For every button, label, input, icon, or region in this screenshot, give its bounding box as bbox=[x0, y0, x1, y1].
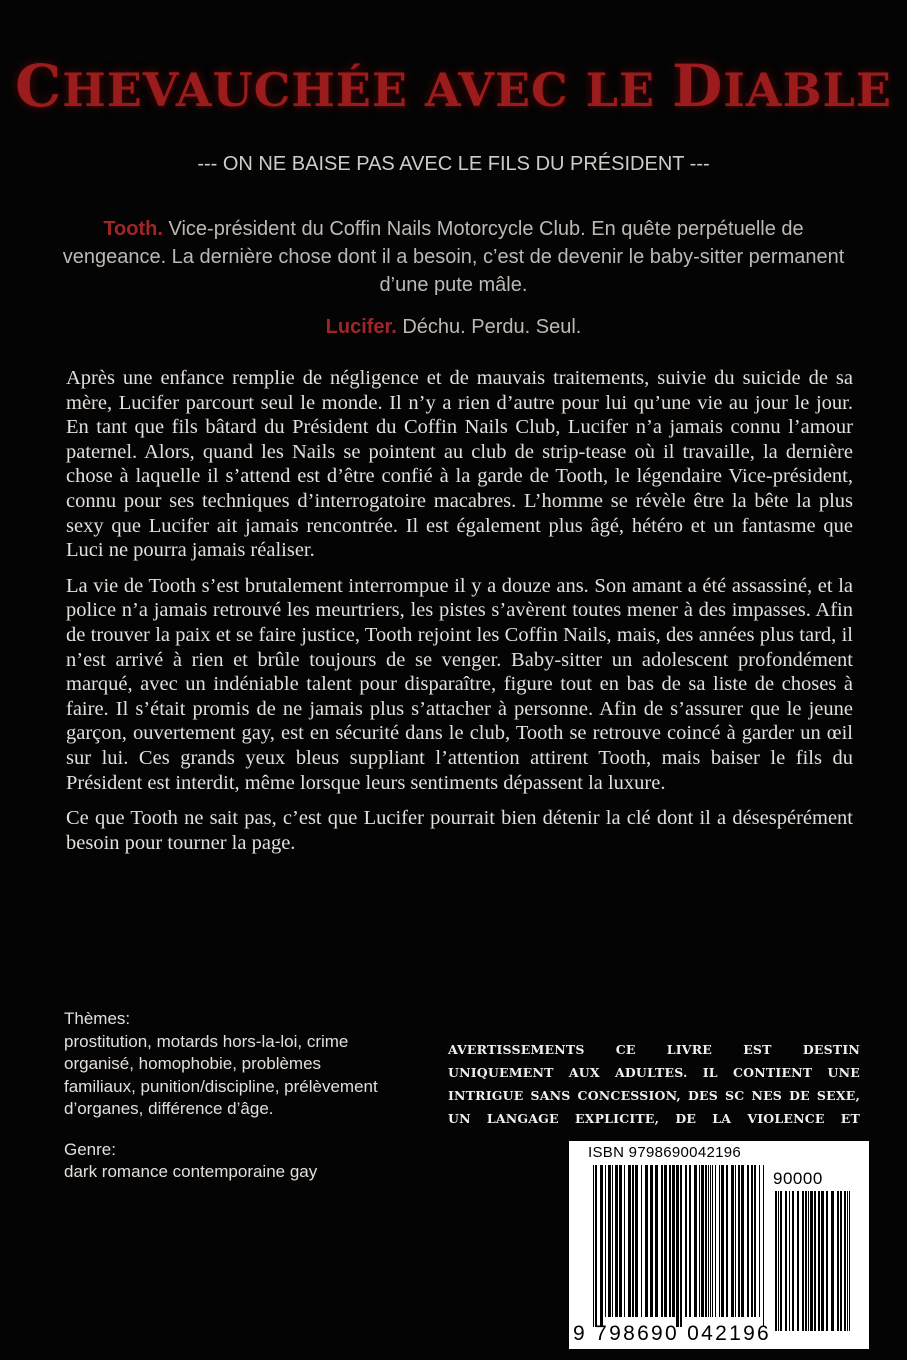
price-code: 90000 bbox=[773, 1169, 823, 1188]
barcode-bar bbox=[635, 1165, 638, 1317]
barcode-bar bbox=[821, 1191, 824, 1331]
genre-paragraph bbox=[64, 1139, 394, 1184]
barcode-bar bbox=[847, 1191, 848, 1331]
barcode-bar bbox=[721, 1165, 724, 1317]
genre-label: Genre: bbox=[64, 1139, 116, 1159]
barcode-bar bbox=[619, 1165, 622, 1317]
synopsis-paragraph-3: Ce que Tooth ne sait pas, c’est que Lucifer pourrait bien détenir la clé dont il a désespérément besoin pour tourner la page. bbox=[66, 807, 853, 854]
synopsis-paragraph-2: La vie de Tooth s’est brutalement interrompue il y a douze ans. Son amant a été assassiné, et la police n’a jamais retrouvé les meurtriers, les pistes s’avèrent toutes mener à des impasses. Afin de trouver la paix et se faire justice, Tooth rejoint les Coffin Nails, mais, des années plus tard, il n’est arrivé à rien et brûle toujours de se venger. Baby-sitter un adolescent profondément marqué, avec un indéniable talent pour disparaître, figure tout en bas de sa liste de choses à faire. Il s’était promis de ne jamais plus s’attacher à personne. Afin de s’assurer que le jeune garçon, ouvertement gay, est en sécurité dans le club, Tooth se retrouve coincé à garder un œil sur lui. Ces grands yeux bleus suppliant l’attention attirent Tooth, mais baiser le fils du Président est interdit, même lorsque leurs sentiments dépassent la luxure. bbox=[66, 574, 853, 794]
tooth-name: Tooth. bbox=[103, 218, 163, 240]
synopsis bbox=[66, 366, 853, 866]
tooth-text: Vice-président du Coffin Nails Motorcycle Club. En quête perpétuelle de vengeance. La dernière chose dont il a besoin, c’est de devenir le baby-sitter permanent d’une pute mâle. bbox=[62, 218, 845, 296]
barcode-bar bbox=[814, 1191, 816, 1331]
barcode-bar bbox=[775, 1191, 777, 1331]
barcode-bar bbox=[661, 1165, 663, 1317]
barcode-bar bbox=[751, 1165, 753, 1317]
barcode-bar bbox=[672, 1165, 675, 1317]
barcode-bar bbox=[593, 1165, 594, 1327]
barcode-digit-first: 9 bbox=[573, 1322, 587, 1345]
barcode-bar bbox=[759, 1165, 760, 1317]
lucifer-text: Déchu. Perdu. Seul. bbox=[396, 316, 582, 338]
themes-text: prostitution, motards hors-la-loi, crime organisé, homophobie, problèmes familiaux, punition/discipline, prélèvement d’organes, différence d’âge. bbox=[64, 1031, 378, 1118]
title-cap-2: D bbox=[672, 52, 724, 120]
barcode-bar bbox=[595, 1165, 597, 1327]
barcode-bar bbox=[741, 1165, 744, 1317]
barcode-bar bbox=[641, 1165, 642, 1317]
barcode-bar bbox=[738, 1165, 740, 1317]
barcode-bar bbox=[789, 1191, 790, 1331]
barcode-bar bbox=[694, 1165, 697, 1317]
isbn-barcode bbox=[568, 1140, 870, 1350]
barcode-bar bbox=[650, 1165, 653, 1317]
barcode-digits-group-2: 042196 bbox=[687, 1322, 772, 1345]
barcode-bar bbox=[701, 1165, 704, 1317]
barcode-bar bbox=[708, 1165, 709, 1317]
barcode-bar bbox=[797, 1191, 799, 1331]
barcode-bar bbox=[731, 1165, 734, 1317]
barcode-bar bbox=[735, 1165, 736, 1317]
barcode-bar bbox=[747, 1165, 749, 1317]
barcode-bar bbox=[831, 1191, 834, 1331]
barcode-bar bbox=[605, 1165, 606, 1317]
intro-block bbox=[60, 215, 847, 355]
barcode-bar bbox=[699, 1165, 700, 1317]
title-cap-1: C bbox=[15, 52, 63, 120]
barcode-bar bbox=[849, 1191, 850, 1331]
barcode-bar bbox=[715, 1165, 716, 1317]
title-text-2: IABLE bbox=[723, 63, 892, 117]
barcode-bar bbox=[763, 1165, 764, 1327]
barcode-bar bbox=[632, 1165, 634, 1317]
themes-paragraph bbox=[64, 1008, 394, 1121]
themes-block bbox=[64, 1008, 394, 1202]
barcode-bar bbox=[710, 1165, 711, 1317]
barcode-bar bbox=[726, 1165, 728, 1317]
barcode-bar bbox=[615, 1165, 618, 1317]
barcode-bar bbox=[810, 1191, 813, 1331]
barcode-bar bbox=[689, 1165, 691, 1317]
synopsis-paragraph-1: Après une enfance remplie de négligence et de mauvais traitements, suivie du suicide de sa mère, Lucifer parcourt seul le monde. Il n’y a rien d’autre pour lui qu’une vie au jour le jour. En tant que fils bâtard du Président du Coffin Nails Club, Lucifer n’a jamais connu l’amour paternel. Alors, quand les Nails se pointent au club de strip-tease où il travaille, la dernière chose à laquelle il s’attend est d’être confié à la garde de Tooth, le légendaire Vice-président, connu pour ses techniques d’interrogatoire macabres. L’homme se révèle être la bête la plus sexy que Lucifer ait jamais rencontrée. Il est également plus âgé, hétéro et un fantasme que Luci ne pourra jamais réaliser. bbox=[66, 367, 853, 562]
barcode-bar bbox=[840, 1191, 842, 1331]
barcode-bar bbox=[778, 1191, 779, 1331]
intro-tooth bbox=[60, 215, 847, 299]
barcode-bar bbox=[837, 1191, 839, 1331]
barcode-bar bbox=[664, 1165, 667, 1317]
barcode-digits bbox=[573, 1322, 772, 1346]
barcode-bar bbox=[754, 1165, 756, 1317]
barcode-bar bbox=[818, 1191, 820, 1331]
barcode-bar bbox=[712, 1165, 713, 1317]
barcode-bars bbox=[569, 1141, 871, 1351]
tagline: --- ON NE BAISE PAS AVEC LE FILS DU PRÉSIDENT --- bbox=[197, 153, 710, 175]
barcode-bar bbox=[612, 1165, 613, 1317]
barcode-bar bbox=[792, 1191, 794, 1331]
barcode-bar bbox=[676, 1165, 679, 1327]
barcode-bar bbox=[844, 1191, 846, 1331]
themes-label: Thèmes: bbox=[64, 1009, 131, 1028]
genre-text: dark romance contemporaine gay bbox=[64, 1162, 318, 1181]
barcode-bar bbox=[680, 1165, 682, 1327]
isbn-label: ISBN 9798690042196 bbox=[588, 1144, 742, 1161]
title-text-1: HEVAUCHÉE AVEC LE bbox=[62, 63, 673, 117]
barcode-bar bbox=[645, 1165, 648, 1317]
barcode-bar bbox=[655, 1165, 658, 1317]
intro-lucifer bbox=[60, 313, 847, 341]
barcode-bar bbox=[624, 1165, 625, 1317]
barcode-bar bbox=[608, 1165, 611, 1317]
barcode-digits-group-1: 798690 bbox=[595, 1322, 680, 1345]
barcode-bar bbox=[785, 1191, 787, 1331]
barcode-bar bbox=[719, 1165, 720, 1317]
barcode-bar bbox=[780, 1191, 782, 1331]
barcode-bar bbox=[669, 1165, 671, 1317]
barcode-bar bbox=[826, 1191, 828, 1331]
book-title bbox=[0, 52, 907, 120]
barcode-bar bbox=[808, 1191, 809, 1331]
barcode-bar bbox=[685, 1165, 687, 1317]
lucifer-name: Lucifer. bbox=[325, 316, 397, 338]
barcode-bar bbox=[600, 1165, 603, 1327]
content-warning: AVERTISSEMENTS CE LIVRE EST DESTIN UNIQUEMENT AUX ADULTES. IL CONTIENT UNE INTRIGUE SANS CONCESSION, DES SC NES DE SEXE, UN LANGAGE EXPLICITE, DE LA VIOLENCE ET bbox=[448, 1042, 860, 1126]
barcode-bar bbox=[628, 1165, 631, 1317]
barcode-bar bbox=[805, 1191, 807, 1331]
barcode-bar bbox=[705, 1165, 707, 1317]
barcode-bar bbox=[802, 1191, 804, 1331]
